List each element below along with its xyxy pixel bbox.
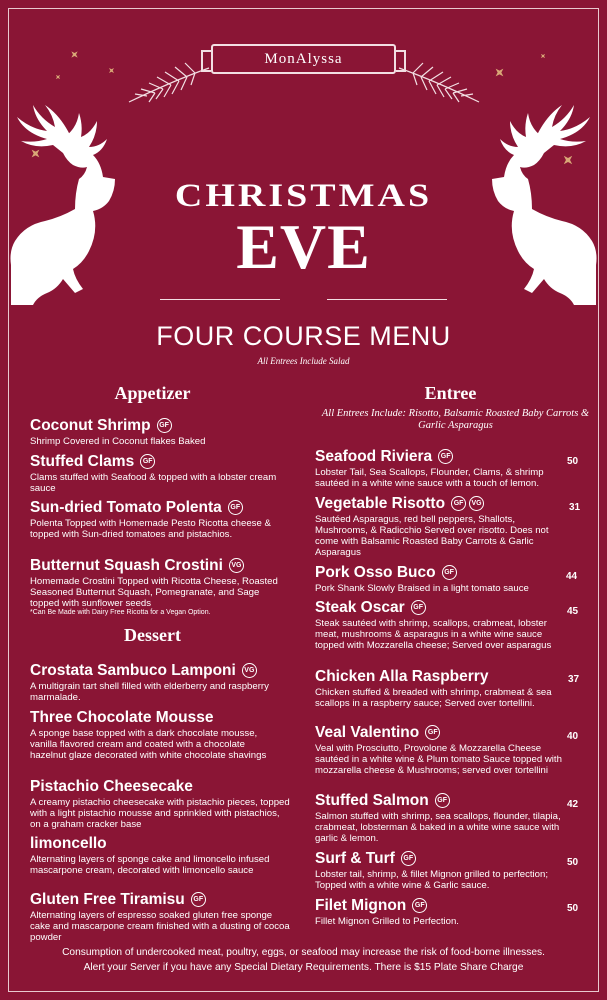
item-note: *Can Be Made with Dairy Free Ricotta for a Vegan Option. [30, 609, 211, 616]
item-name: Filet Mignon [315, 897, 407, 914]
item-name: Butternut Squash Crostini [30, 557, 223, 574]
item-name: Stuffed Salmon [315, 792, 429, 809]
footer-disclaimer: Consumption of undercooked meat, poultry, eggs, or seafood may increase the risk of food-borne illnesses. [62, 947, 545, 958]
item-description: Alternating layers of sponge cake and limoncello infused mascarpone cream, decorated with limoncello sauce [30, 854, 270, 876]
item-description: Shrimp Covered in Coconut flakes Baked [30, 436, 206, 447]
item-price: 31 [569, 502, 581, 513]
divider-left [160, 299, 280, 300]
item-name: Vegetable Risotto [315, 495, 446, 512]
item-price: 42 [567, 799, 579, 810]
item-description: Polenta Topped with Homemade Pesto Ricotta cheese & topped with Sun-dried tomatoes and pistachios. [30, 518, 271, 540]
gluten-free-badge: GF [140, 454, 155, 469]
menu-item [315, 447, 577, 489]
menu-item [315, 791, 563, 844]
item-description: Clams stuffed with Seafood & topped with a lobster cream sauce [30, 472, 277, 494]
menu-subnote: All Entrees Include Salad [257, 356, 350, 366]
pine-branch-right-icon [398, 60, 483, 105]
title-eve: EVE [236, 211, 371, 282]
item-description: A sponge base topped with a dark chocolate mousse, vanilla flavored cream and coated with a chocolate hazelnut glaze decorated with white chocolate shavings [30, 728, 267, 761]
entree-heading: Entree [424, 383, 477, 403]
menu-item [30, 556, 280, 617]
menu-item [315, 494, 560, 558]
menu-item [315, 563, 570, 594]
item-name: Gluten Free Tiramisu [30, 891, 185, 908]
menu-item [30, 498, 275, 540]
menu-subtitle: FOUR COURSE MENU [156, 321, 451, 351]
gluten-free-badge: GF [157, 418, 172, 433]
item-description: Chicken stuffed & breaded with shrimp, crabmeat & sea scallops in a raspberry sauce; Served over tortellini. [315, 687, 552, 709]
brand-banner [211, 44, 396, 74]
item-description: Pork Shank Slowly Braised in a light tomato sauce [315, 583, 529, 594]
item-name: Steak Oscar [315, 599, 405, 616]
brand-name: MonAlyssa [264, 50, 343, 67]
vegan-badge: VG [469, 496, 484, 511]
vegan-badge: VG [242, 663, 257, 678]
item-description: Alternating layers of espresso soaked gluten free sponge cake and mascarpone cream finished with a dusting of cocoa powder [30, 910, 290, 943]
item-name: Chicken Alla Raspberry [315, 668, 489, 685]
menu-item [30, 416, 280, 447]
item-price: 44 [566, 571, 578, 582]
item-price: 40 [567, 731, 579, 742]
item-price: 50 [567, 857, 579, 868]
title-christmas: CHRISTMAS [174, 178, 433, 214]
gluten-free-badge: GF [451, 496, 466, 511]
entree-note: All Entrees Include: Risotto, Balsamic Roasted Baby Carrots & Garlic Asparagus [321, 408, 590, 431]
appetizer-heading: Appetizer [114, 383, 191, 403]
item-price: 37 [568, 674, 580, 685]
menu-item [30, 834, 280, 876]
gluten-free-badge: GF [228, 500, 243, 515]
item-description: Fillet Mignon Grilled to Perfection. [315, 916, 459, 927]
item-name: Surf & Turf [315, 850, 395, 867]
gluten-free-badge: GF [411, 600, 426, 615]
item-name: Seafood Riviera [315, 448, 433, 465]
gluten-free-badge: GF [435, 793, 450, 808]
menu-item [30, 452, 288, 494]
item-description: A multigrain tart shell filled with elderberry and raspberry marmalade. [30, 681, 269, 703]
menu-item [30, 890, 295, 943]
item-description: Lobster tail, shrimp, & fillet Mignon grilled to perfection; Topped with a white wine & Garlic sauce. [315, 869, 549, 891]
item-price: 45 [567, 606, 579, 617]
item-price: 50 [567, 456, 579, 467]
item-name: Crostata Sambuco Lamponi [30, 662, 236, 679]
dessert-heading: Dessert [124, 625, 181, 645]
item-name: Pork Osso Buco [315, 564, 436, 581]
gluten-free-badge: GF [438, 449, 453, 464]
item-description: A creamy pistachio cheesecake with pistachio pieces, topped with a light pistachio mousse and sprinkled with pistachios, on a graham cracker base [30, 797, 290, 830]
item-name: limoncello [30, 835, 107, 852]
menu-item [315, 723, 577, 776]
vegan-badge: VG [229, 558, 244, 573]
item-description: Steak sautéed with shrimp, scallops, crabmeat, lobster meat, mushrooms & asparagus in a white wine sauce topped with Mozzarella cheese; Served over asparagus [315, 618, 552, 651]
menu-item [315, 598, 560, 651]
menu-item [315, 849, 577, 891]
menu-item [315, 667, 580, 709]
item-name: Sun-dried Tomato Polenta [30, 499, 222, 516]
gluten-free-badge: GF [412, 898, 427, 913]
menu-item [30, 661, 280, 703]
item-description: Veal with Prosciutto, Provolone & Mozzarella Cheese sautéed in a white wine & Plum tomato Sauce topped with mozzarella cheese & Mushrooms; served over tortellini [315, 743, 562, 776]
gluten-free-badge: GF [425, 725, 440, 740]
item-description: Lobster Tail, Sea Scallops, Flounder, Clams, & shrimp sautéed in a white wine sauce with a touch of lemon. [315, 467, 544, 489]
item-name: Coconut Shrimp [30, 417, 151, 434]
gluten-free-badge: GF [442, 565, 457, 580]
item-name: Pistachio Cheesecake [30, 778, 193, 795]
item-description: Homemade Crostini Topped with Ricotta Cheese, Roasted Seasoned Butternut Squash, Pomegranate, and Sage topped with sunflower seeds [30, 576, 278, 609]
menu-item [30, 777, 290, 830]
item-price: 50 [567, 903, 579, 914]
item-name: Veal Valentino [315, 724, 420, 741]
footer-dietary-note: Alert your Server if you have any Special Dietary Requirements. There is $15 Plate Share Charge [83, 962, 524, 973]
menu-item [30, 708, 280, 761]
pine-branch-left-icon [125, 60, 210, 105]
menu-item [315, 896, 560, 927]
item-name: Three Chocolate Mousse [30, 709, 214, 726]
item-name: Stuffed Clams [30, 453, 135, 470]
gluten-free-badge: GF [191, 892, 206, 907]
divider-right [327, 299, 447, 300]
gluten-free-badge: GF [401, 851, 416, 866]
item-description: Salmon stuffed with shrimp, sea scallops, flounder, tilapia, crabmeat, lobsterman & baked in a white wine sauce with garlic & lemon. [315, 811, 561, 844]
item-description: Sautéed Asparagus, red bell peppers, Shallots, Mushrooms, & Radicchio Served over risotto. Does not come with Balsamic Roasted Baby Carrots & Garlic Asparagus [315, 514, 549, 558]
